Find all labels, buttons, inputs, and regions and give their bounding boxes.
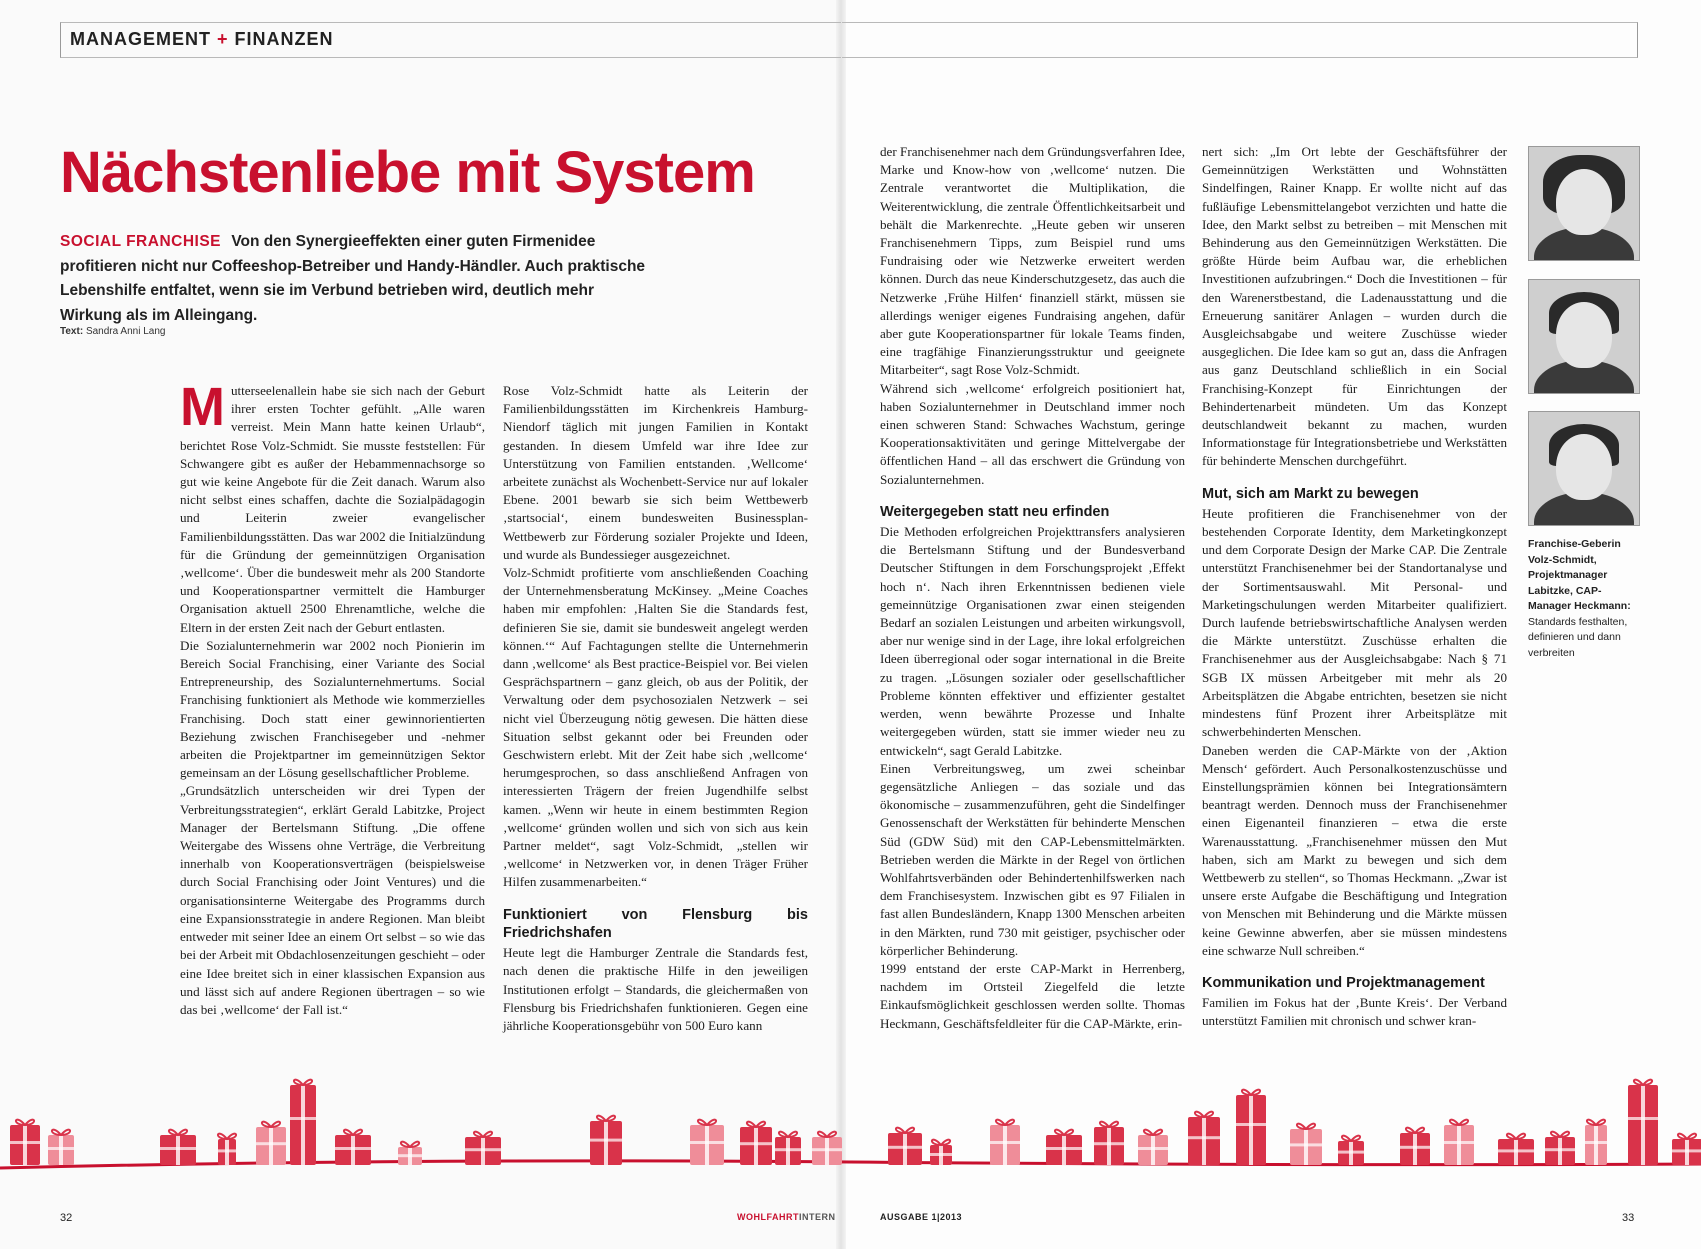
issue-label: AUSGABE 1|2013 [880, 1212, 963, 1222]
caption-bold: Franchise-Geberin Volz-Schmidt, Projektmanager Labitzke, CAP-Manager Heckmann: [1528, 538, 1631, 612]
magazine-name-a: WOHLFAHRT [737, 1212, 799, 1222]
ribbon-bow-icon [932, 1140, 950, 1145]
gift-ribbon [888, 1146, 922, 1149]
ribbon-bow-icon [474, 1132, 492, 1137]
article-headline: Nächstenliebe mit System [60, 140, 755, 205]
paragraph: Während sich ‚wellcome‘ erfolgreich positioniert hat, haben Sozialunternehmer in Deutschland immer noch einen schweren Stand: Schwaches Wachstum, geringe Kooperationsaktivitäten und geringe Mittelvergabe der öffentlichen Hand – all das erschwert die Gründung von Sozialunternehmen. [880, 380, 1185, 487]
column-1 [180, 377, 485, 1019]
byline [60, 326, 165, 337]
gift-ribbon [1400, 1146, 1430, 1149]
gift-ribbon [690, 1141, 724, 1144]
caption-text: Standards festhalten, definieren und dann verbreiten [1528, 615, 1628, 659]
paragraph: Heute profitieren die Franchisenehmer von der bestehenden Corporate Identity, dem Marketingkonzept und dem Corporate Design der Marke CAP. Die Zentrale unterstützt Franchisenehmer bei der Standortanalyse und der Sortimentsauswahl. Mit Personal- und Marketingschulungen werden Mitarbeiter qualifiziert. Durch laufende betriebswirtschaftliche Analysen werden die Märkte unterstützt. Zuschüsse erhalten die Franchisenehmer aus der Ausgleichsabgabe: Nach § 71 SGB IX müssen Arbeitgeber mit mehr als 20 Arbeitsplätzen die Abgabe entrichten, besetzen sie nicht mindestens fünf Prozent ihrer Arbeitsplätze mit schwerbehinderten Menschen. [1202, 505, 1507, 740]
ribbon-bow-icon [747, 1122, 765, 1127]
gift-ribbon [903, 1133, 907, 1165]
ribbon-bow-icon [1634, 1080, 1652, 1085]
paragraph: Daneben werden die CAP-Märkte von der ‚Aktion Mensch‘ gefördert. Auch Personalkostenzuschüsse und Einstellungsprämien können bei Integrationsämtern beantragt werden. Dennoch muss der Franchisenehmer einen Eigenanteil finanzieren – etwa die erste Warenausstattung. „Franchisenehmer müssen den Mut haben, sich am Markt zu bewegen und sich dem Wettbewerb zu stellen“, so Thomas Heckmann. „Zwar ist unsere erste Aufgabe die Beschäftigung und Integration von Menschen mit Behinderung und die Märkte müssen keine Gewinne abwerfen, aber sie müssen mindestens eine schwarze Null schreiben.“ [1202, 742, 1507, 958]
gift-ribbon [1672, 1149, 1701, 1152]
gift-ribbon [218, 1149, 236, 1152]
paragraph: Familien im Fokus hat der ‚Bunte Kreis‘. Der Verband unterstützt Familien mit chronisch und schwer kran- [1202, 995, 1507, 1029]
subheading: Funktioniert von Flensburg bis Friedrichshafen [503, 906, 808, 941]
gift-ribbon [335, 1147, 371, 1150]
gift-ribbon [604, 1121, 608, 1165]
gift-ribbon [48, 1147, 74, 1150]
portrait-photo-heckmann [1528, 411, 1640, 526]
paragraph: Heute legt die Hamburger Zentrale die Standards fest, nach denen die praktische Hilfe in den jeweiligen Institutionen erfolgt – Standards, die gleichermaßen von Flensburg bis Friedrichshafen funktionieren. Gegen eine jährliche Kooperationsgebühr von 500 Euro kann [503, 945, 808, 1033]
subheading: Kommunikation und Projektmanagement [1202, 974, 1485, 991]
section-label-plus: + [217, 29, 229, 49]
gift-ribbon [10, 1141, 40, 1144]
ribbon-bow-icon [401, 1142, 419, 1147]
paragraph: utterseelenallein habe sie sich nach der Geburt ihrer ersten Tochter gefühlt. „Alle waren verreist. Mein Mann hatte keinen Urlaub“, berichtet Rose Volz-Schmidt. Sie musste feststellen: Für Schwangere gibt es außer der Hebammennachsorge so gut wie keine Angebote für die Zeit danach. Warum also nicht selbst eines schaffen, dachte die Sozialpädagogin und Leiterin zweier evangelischer Familienbildungsstätten. Das war 2002 die Initialzündung für die Gründung der gemeinnützigen Organisation ‚wellcome‘. Über die bundesweit mehr als 200 Standorte und Kooperationspartner vermittelt die Hamburger Organisation aktuell 2500 Ehrenamtliche, welche die Eltern in der ersten Zeit nach der Geburt entlasten. [180, 383, 485, 635]
ribbon-bow-icon [1507, 1134, 1525, 1139]
ribbon-bow-icon [698, 1120, 716, 1125]
gift-ribbon [1594, 1125, 1598, 1165]
gift-ribbon [1498, 1149, 1534, 1152]
gift-ribbon [1249, 1095, 1253, 1165]
ribbon-bow-icon [1297, 1124, 1315, 1129]
paragraph: nert sich: „Im Ort lebte der Geschäftsführer der Gemeinnützigen Werkstätten und Wohnstätten Sindelfingen, Rainer Knapp. Er wollte nicht auf das fußläufige Lebensmittelangebot verzichten und hatte die Idee, den Markt selbst zu betreiben – mit Menschen mit Behinderung aus den Gemeinnützigen Werkstätten. Die größte Hürde beim Aufbau war, die erheblichen Investitionen aufzubringen.“ Doch die Investitionen – für den Warenerstbestand, die Ladenausstattung und die Erneuerung sanitärer Anlagen – wurden durch die Ausgleichsabgabe und weitere Zuschüsse wieder ausgeglichen. Die Idee kam so gut an, dass die Anfragen aus ganz Deutschland schließlich in ein Social Franchising-Konzept für Einrichtungen der Behindertenarbeit mündeten. Um das Konzept deutschlandweit bekannt zu machen, wurden Informationstage für Integrationsbetriebe und Werkstätten für behinderte Menschen durchgeführt. [1202, 144, 1507, 469]
gift-ribbon [1628, 1117, 1658, 1120]
column-4 [1202, 143, 1507, 1031]
page-number-left: 32 [60, 1212, 73, 1224]
article-lede [60, 230, 650, 328]
paragraph: 1999 entstand der erste CAP-Markt in Herrenberg, nachdem im Ortsteil Ziegelfeld die letzte Einkaufsmöglichkeit geschlossen werden sollte. Thomas Heckmann, Geschäftsfeldleiter für die CAP-Märkte, erin- [880, 960, 1185, 1031]
gift-ribbon [1413, 1133, 1417, 1165]
portrait-photo-volz-schmidt [1528, 146, 1640, 261]
section-label-b: FINANZEN [234, 29, 334, 49]
ribbon-bow-icon [218, 1134, 236, 1139]
byline-label: Text: [60, 326, 84, 337]
gift-ribbon [1094, 1142, 1124, 1145]
ribbon-bow-icon [16, 1120, 34, 1125]
paragraph: der Franchisenehmer nach dem Gründungsverfahren Idee, Marke und Know-how von ‚wellcome‘ nutzen. Die Zentrale verantwortet die Multiplikation, die Weiterentwicklung, die zentrale Öffentlichkeitsarbeit und behält die Markenrechte. „Heute geben wir unseren Franchisenehmern Tipps, zum Beispiel rund ums Fundraising oder wie Netzwerke erweitert werden können. Durch das neue Kinderschutzgesetz, das auch die Netzwerke ‚Frühe Hilfen‘ finanziell stärkt, müssen sie allerdings weniger eigenes Fundraising angehen, dafür aber gute Kooperationspartner für lokale Teams finden, eine tragfähige Finanzierungsstruktur und geeignete Mitarbeiter“, sagt Rose Volz-Schmidt. [880, 144, 1185, 378]
gift-ribbon [990, 1141, 1020, 1144]
ribbon-bow-icon [896, 1128, 914, 1133]
ribbon-bow-icon [1450, 1120, 1468, 1125]
gift-ribbon [930, 1153, 952, 1156]
gift-ribbon [1290, 1143, 1322, 1146]
magazine-name [737, 1212, 836, 1222]
gift-ribbon [590, 1139, 622, 1142]
subheading: Mut, sich am Markt zu bewegen [1202, 485, 1419, 502]
gift-ribbon [301, 1085, 305, 1165]
paragraph: Einen Verbreitungsweg, um zwei scheinbar gegensätzliche Anliegen – das soziale und das ökonomische – zusammenzuführen, geht die Sindelfinger Genossenschaft der Werkstätten für behinderte Menschen Süd (GDW Süd) mit den CAP-Lebensmittelmärkten. Betrieben werden die Märkte in der Regel von örtlichen Wohlfahrtsverbänden oder Behindertenhilfswerken nach dem Franchisesystem. Inzwischen gibt es 97 Filialen in fast allen Bundesländern, Knapp 1300 Menschen arbeiten in den Märkten, rund 730 mit geistiger, psychischer oder körperlicher Behinderung. [880, 760, 1185, 958]
ribbon-bow-icon [1195, 1112, 1213, 1117]
ribbon-bow-icon [1551, 1132, 1569, 1137]
gift-ribbon [398, 1154, 422, 1157]
gift-ribbon [1457, 1125, 1461, 1165]
paragraph: Die Methoden erfolgreichen Projekttransfers analysieren die Bertelsmann Stiftung und der Bundesverband Deutscher Stiftungen in dem Forschungsprojekt ‚Effekt hoch n‘. Nach ihren Erkenntnissen bedienen viele gemeinnützige Organisationen zwar einen steigenden Bedarf an sozialen Leistungen und arbeiten wirkungsvoll, aber nur wenige sind in der Lage, ihre lokal erfolgreichen Ideen überregional oder sogar international in die Breite zu tragen. „Lösungen sozialer oder gesellschaftlicher Probleme könnten effektiver und effizienter gestaltet werden, wenn bewährte Prozesse und Inhalte weitergegeben würden, statt sie immer wieder neu zu entwickeln“, sagt Gerald Labitzke. [880, 524, 1185, 758]
gift-ribbon [1641, 1085, 1645, 1165]
lede-text: Von den Synergieeffekten einer guten Firmenidee profitieren nicht nur Coffeeshop-Betreiber und Handy-Händler. Auch praktische Lebenshilfe entfaltet, wenn sie im Verbund betrieben wird, deutlich mehr Wirkung als im Alleingang. [60, 233, 646, 324]
gift-ribbon [754, 1127, 758, 1165]
gift-ribbon [160, 1147, 196, 1150]
ribbon-bow-icon [996, 1120, 1014, 1125]
gift-ribbon [1585, 1141, 1607, 1144]
paragraph: Volz-Schmidt profitierte vom anschließenden Coaching der Unternehmensberatung McKinsey. „Meine Coaches haben mir empfohlen: ‚Halten Sie die Standards fest, definieren Sie sie, damit sie bundesweit angelegt werden können.‘“ Auf Fachtagungen stellte die Unternehmerin dann ‚wellcome‘ als Best practice-Beispiel vor. Bei vielen Gesprächspartnern – ganz gleich, ob aus der Politik, der Verwaltung oder dem psychosozialen Netzwerk – sei nicht viel Überzeugung nötig gewesen. Die hätten diese Situation selbst gekannt oder bei Freunden oder Geschwistern erlebt. Mit der Zeit habe sich ‚wellcome‘ herumgesprochen, so dass anschließend Anfragen von interessierten Trägern der freien Jugendhilfe selbst kamen. „Wenn wir heute in einem bestimmten Region ‚wellcome‘ gründen wollen und sich von sich aus kein Partner meldet“, sagt Volz-Schmidt, „stellen wir ‚wellcome‘ in Netzwerken vor, in denen Träger Früher Hilfen zusammenarbeiten.“ [503, 565, 808, 890]
gift-ribbon [1107, 1127, 1111, 1165]
column-3 [880, 143, 1185, 1033]
ribbon-bow-icon [344, 1130, 362, 1135]
ribbon-bow-icon [779, 1132, 797, 1137]
gift-ribbon [1444, 1141, 1474, 1144]
ribbon-bow-icon [1678, 1134, 1696, 1139]
ribbon-bow-icon [52, 1130, 70, 1135]
byline-name: Sandra Anni Lang [85, 326, 166, 337]
subheading: Weitergegeben statt neu erfinden [880, 503, 1110, 520]
photo-caption [1528, 537, 1640, 661]
drop-cap: M [180, 377, 225, 437]
section-label [70, 29, 334, 50]
ribbon-bow-icon [1342, 1136, 1360, 1141]
ribbon-bow-icon [1144, 1130, 1162, 1135]
gift-ribbon [1138, 1147, 1168, 1150]
gift-ribbon [1236, 1123, 1266, 1126]
gift-ribbon [1003, 1125, 1007, 1165]
gift-ribbon [269, 1127, 273, 1165]
gift-ribbon [465, 1148, 501, 1151]
paragraph: „Grundsätzlich unterscheiden wir drei Typen der Verbreitungsstrategien“, erklärt Gerald Labitzke, Project Manager der Bertelsmann Stiftung. „Die offene Weitergabe des Wissens ohne Verträge, die Verbreitung innerhalb von Kooperationsverträgen (beispielsweise durch Social Franchising oder Joint Ventures) und die organisationsinterne Weitergabe des Programms durch eine Expansionsstrategie in andere Regionen. Man bleibt entweder mit seiner Idee an einem Ort selbst – so wie das bei der Arbeit mit Obdachlosenzeitungen geschieht – oder eine Idee breitet sich in einer klassischen Expansion aus und lässt sich auf andere Regionen übertragen – so wie das bei ‚wellcome‘ der Fall ist.“ [180, 783, 485, 1017]
gift-ribbon [1304, 1129, 1308, 1165]
gift-ribbon [775, 1148, 801, 1151]
ribbon-bow-icon [1100, 1122, 1118, 1127]
page-gutter [836, 0, 846, 1249]
gift-ribbon [1545, 1148, 1575, 1151]
paragraph: Die Sozialunternehmerin war 2002 noch Pionierin im Bereich Social Franchising, einer Variante des Social Entrepreneurship, des Sozialunternehmertums. Social Franchising funktioniert als Methode wie kommerzielles Franchising. Doch statt einer gewinnorientierten Beziehung zwischen Franchisegeber und -nehmer arbeiten die Projektpartner im gemeinnützigen Sektor gemeinsam an der Lösung gesellschaftlicher Probleme. [180, 637, 485, 781]
ribbon-bow-icon [1242, 1090, 1260, 1095]
gift-ribbon [1046, 1147, 1082, 1150]
ribbon-bow-icon [1406, 1128, 1424, 1133]
gift-garland-decoration [0, 1070, 1701, 1180]
gift-ribbon [23, 1125, 27, 1165]
gift-ribbon [256, 1142, 286, 1145]
portrait-photo-labitzke [1528, 279, 1640, 394]
ribbon-bow-icon [169, 1130, 187, 1135]
gift-ribbon [705, 1125, 709, 1165]
page-number-right: 33 [1622, 1212, 1635, 1224]
ribbon-bow-icon [1587, 1120, 1605, 1125]
gift-ribbon [1188, 1136, 1220, 1139]
gift-ribbon [812, 1148, 842, 1151]
paragraph: Rose Volz-Schmidt hatte als Leiterin der Familienbildungsstätten im Kirchenkreis Hamburg-Niendorf täglich mit jungen Familien in Kontakt gestanden. In diesem Umfeld war ihre Idee zur Unterstützung von Familien entstanden. ‚Wellcome‘ arbeitete zunächst als Wochenbett-Service nur auf lokaler Ebene. 2001 bewarb sie sich beim Wettbewerb ‚startsocial‘, einem bundesweiten Businessplan-Wettbewerb zur Förderung sozialer Projekte und Ideen, und wurde als Bundessieger ausgezeichnet. [503, 383, 808, 562]
gift-ribbon [1338, 1151, 1364, 1154]
magazine-name-b: INTERN [799, 1212, 836, 1222]
ribbon-bow-icon [1055, 1130, 1073, 1135]
ribbon-bow-icon [818, 1132, 836, 1137]
ribbon-bow-icon [597, 1116, 615, 1121]
ribbon-bow-icon [262, 1122, 280, 1127]
ribbon-bow-icon [294, 1080, 312, 1085]
gift-ribbon [1202, 1117, 1206, 1165]
lede-kicker: SOCIAL FRANCHISE [60, 233, 222, 250]
header-bar-right [842, 22, 1638, 58]
gift-ribbon [740, 1142, 772, 1145]
column-2 [503, 382, 808, 1035]
section-label-a: MANAGEMENT [70, 29, 211, 49]
gift-ribbon [290, 1117, 316, 1120]
